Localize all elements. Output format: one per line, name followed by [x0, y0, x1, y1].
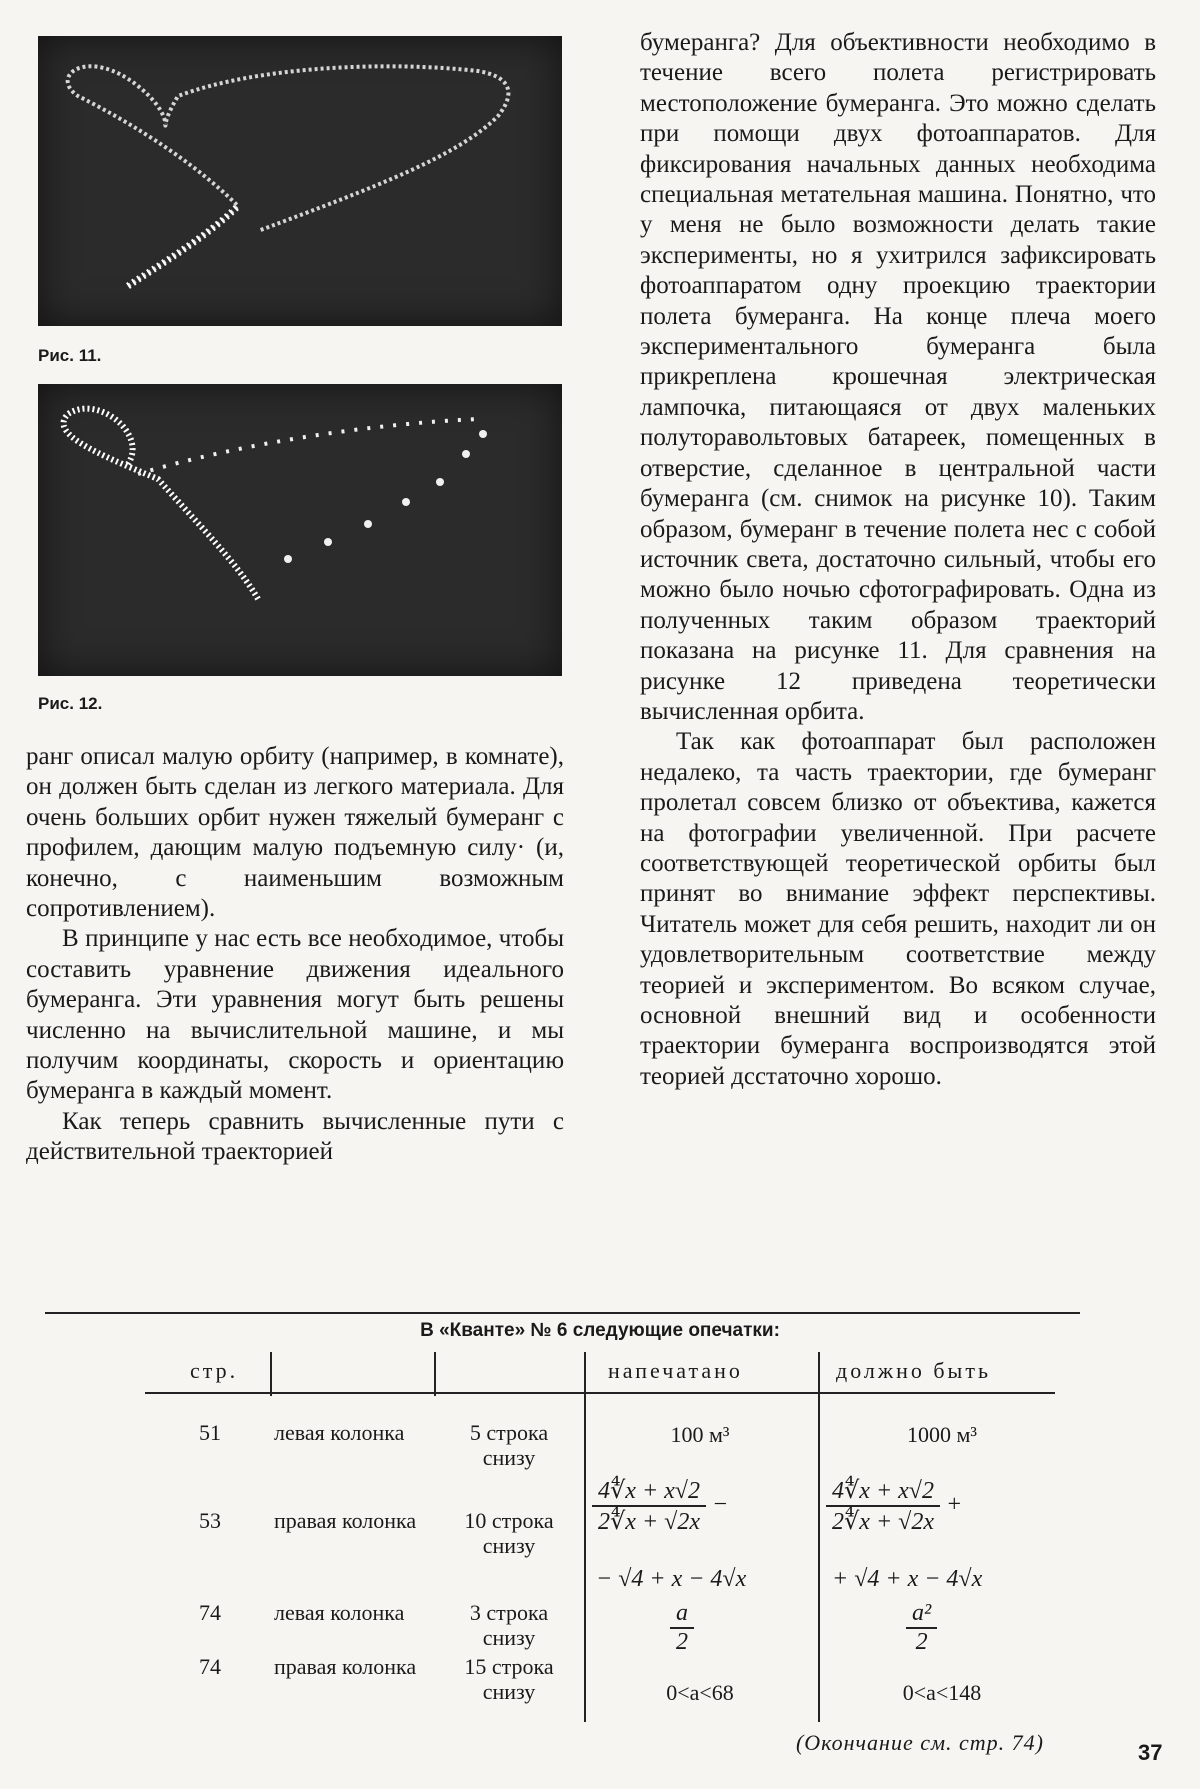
paragraph: бумеранга? Для объективности необходимо в течение всего полета регистрировать местоположение бумеранга. Это можно сделать при помощи двух фотоаппаратов. Для фиксирования начальных данных необходима специальная метательная машина. Понятно, что у меня не было возможности делать такие эксперименты, но я ухитрился зафиксировать фотоаппаратом одну проекцию траектории полета бумеранга. На конце плеча моего экспериментального бумеранга была прикреплена крошечная электрическая лампочка, питающаяся от двух маленьких полуторавольтовых батареек, помещенных в отверстие, сделанное в центральной части бумеранга (см. снимок на рисунке 10). Таким образом, бумеранг в течение полета нес с собой источник света, достаточно сильный, чтобы его можно было ночью сфотографировать. Одна из полученных таким образом траекторий показана на рисунке 11. Для сравнения на рисунке 12 приведена теоретически вычисленная орбита.	[640, 29, 1156, 725]
row2-printed-tail: − √4 + x − 4√x	[596, 1566, 747, 1592]
row1-line: 5 строка снизу	[469, 1420, 549, 1470]
row3-column: левая колонка	[274, 1600, 405, 1625]
row1-page: 51	[199, 1420, 221, 1445]
header-printed: напечатано	[608, 1358, 743, 1383]
row2-column: правая колонка	[274, 1508, 417, 1533]
row3-printed-fraction: $\frac{a}{2}$	[670, 1600, 694, 1656]
trajectory-photo	[38, 36, 562, 326]
table-divider	[818, 1352, 820, 1722]
errata-title: В «Кванте» № 6 следующие опечатки:	[420, 1320, 780, 1341]
row2-page: 53	[199, 1508, 221, 1533]
figure-12-caption: Рис. 12.	[38, 694, 103, 713]
row3-should-fraction: $\frac{\text{a²}}{2}$	[906, 1600, 937, 1656]
table-divider	[434, 1352, 436, 1396]
table-header-rule	[145, 1392, 1055, 1394]
row4-column: правая колонка	[274, 1654, 417, 1679]
header-should-be: должно быть	[836, 1358, 991, 1383]
figure-11-photo	[38, 36, 562, 326]
header-page: стр.	[190, 1358, 239, 1383]
row4-line: 15 строка снизу	[464, 1654, 554, 1704]
paragraph: В принципе у нас есть все необходимое, чтобы составить уравнение движения идеального бумеранга. Эти уравнения могут быть решены численно на вычислительной машине, и мы получим координаты, скорость и ориентацию бумеранга в каждый момент.	[26, 925, 564, 1105]
row1-should-be: 1000 м³	[906, 1422, 978, 1447]
theoretical-orbit	[38, 384, 562, 676]
page-number: 37	[1138, 1740, 1163, 1765]
row2-printed-formula: $\frac{4∜x + x√2}{2∜x + √2x}$ −	[592, 1476, 728, 1536]
divider	[45, 1312, 1080, 1314]
row3-page: 74	[199, 1600, 221, 1625]
table-divider	[584, 1352, 586, 1722]
paragraph: ранг описал малую орбиту (например, в комнате), он должен быть сделан из легкого материала. Для очень больших орбит нужен тяжелый бумеранг с профилем, дающим малую подъемную силу· (и, конечно, с наименьшим возможным сопротивлением).	[26, 743, 564, 923]
table-divider	[270, 1352, 272, 1396]
paragraph: Так как фотоаппарат был расположен недалеко, та часть траектории, где бумеранг пролетал совсем близко от объектива, кажется на фотографии увеличенной. При расчете соответствующей теоретической орбиты был принят во внимание эффект перспективы. Читатель может для себя решить, находит ли он удовлетворительным соответствие между теорией и экспериментом. Во всяком случае, основной внешний вид и особенности траектории бумеранга воспроизводятся этой теорией дсстаточно хорошо.	[640, 728, 1156, 1090]
row2-should-formula: $\frac{4∜x + x√2}{2∜x + √2x}$ +	[826, 1476, 962, 1536]
row1-printed: 100 м³	[670, 1422, 730, 1447]
row1-column: левая колонка	[274, 1420, 405, 1445]
figure-12-plot	[38, 384, 562, 676]
continuation-note: (Окончание см. стр. 74)	[795, 1730, 1044, 1755]
figure-11-caption: Рис. 11.	[38, 346, 102, 365]
right-column	[640, 28, 1156, 1092]
paragraph: Как теперь сравнить вычисленные пути с действительной траекторией	[26, 1107, 564, 1166]
row2-should-tail: + √4 + x − 4√x	[832, 1566, 983, 1592]
left-column	[26, 742, 564, 1168]
row4-should-be: 0<a<148	[902, 1680, 982, 1705]
row2-line: 10 строка снизу	[464, 1508, 554, 1558]
row3-line: 3 строка снизу	[469, 1600, 549, 1650]
row4-page: 74	[199, 1654, 221, 1679]
row4-printed: 0<a<68	[666, 1680, 734, 1705]
